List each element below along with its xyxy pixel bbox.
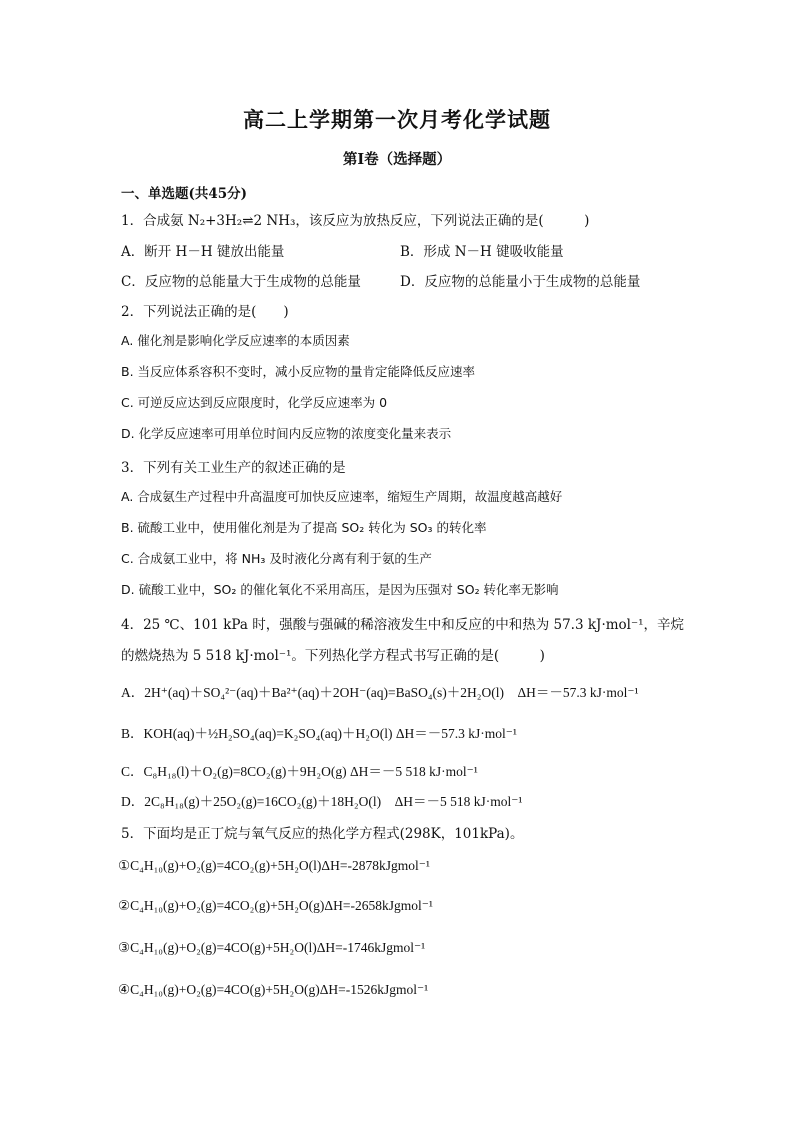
question-2-option-d: D. 化学反应速率可用单位时间内反应物的浓度变化量来表示 — [121, 426, 452, 441]
question-3-option-b: B. 硫酸工业中，使用催化剂是为了提高 SO₂ 转化为 SO₃ 的转化率 — [121, 520, 487, 535]
page-title: 高二上学期第一次月考化学试题 — [243, 107, 551, 132]
question-4-option-c: C．C₈H₁₈(l)＋O₂(g)=8CO₂(g)＋9H₂O(g) ΔH＝－5 518 kJ·mol⁻¹ — [121, 764, 478, 779]
question-4-option-a: A．2H⁺(aq)＋SO₄²⁻(aq)＋Ba²⁺(aq)＋2OH⁻(aq)=BaSO₄(s)＋2H₂O(l) ΔH＝－57.3 kJ·mol⁻¹ — [121, 685, 639, 700]
question-1-option-b: B．形成 N－H 键吸收能量 — [400, 244, 564, 260]
question-3-stem: 3．下列有关工业生产的叙述正确的是 — [121, 460, 346, 476]
question-2-option-a: A. 催化剂是影响化学反应速率的本质因素 — [121, 333, 350, 348]
question-5-stem: 5．下面均是正丁烷与氧气反应的热化学方程式(298K，101kPa)。 — [121, 826, 524, 842]
question-5-equation-4: ④C₄H₁₀(g)+O₂(g)=4CO(g)+5H₂O(g)ΔH=-1526kJgmol⁻¹ — [118, 982, 429, 997]
question-3-option-d: D. 硫酸工业中，SO₂ 的催化氧化不采用高压，是因为压强对 SO₂ 转化率无影响 — [121, 582, 559, 597]
question-1-option-d: D．反应物的总能量小于生成物的总能量 — [400, 274, 641, 290]
question-4-option-d: D．2C₈H₁₈(g)＋25O₂(g)=16CO₂(g)＋18H₂O(l) ΔH＝－5 518 kJ·mol⁻¹ — [121, 794, 523, 809]
question-2-stem: 2．下列说法正确的是( ) — [121, 304, 289, 320]
question-2-option-c: C. 可逆反应达到反应限度时，化学反应速率为 0 — [121, 395, 388, 410]
question-4-option-b: B．KOH(aq)＋½H₂SO₄(aq)=K₂SO₄(aq)＋H₂O(l) ΔH＝－57.3 kJ·mol⁻¹ — [121, 726, 517, 741]
page-subtitle: 第Ⅰ卷（选择题） — [342, 151, 452, 168]
question-5-equation-3: ③C₄H₁₀(g)+O₂(g)=4CO(g)+5H₂O(l)ΔH=-1746kJgmol⁻¹ — [118, 940, 426, 955]
question-3-option-c: C. 合成氨工业中，将 NH₃ 及时液化分离有利于氨的生产 — [121, 551, 432, 566]
question-5-equation-1: ①C₄H₁₀(g)+O₂(g)=4CO₂(g)+5H₂O(l)ΔH=-2878kJgmol⁻¹ — [118, 858, 430, 873]
section-heading: 一、单选题(共45分) — [121, 186, 248, 202]
question-3-option-a: A. 合成氨生产过程中升高温度可加快反应速率，缩短生产周期，故温度越高越好 — [121, 489, 563, 504]
question-5-equation-2: ②C₄H₁₀(g)+O₂(g)=4CO₂(g)+5H₂O(g)ΔH=-2658kJgmol⁻¹ — [118, 898, 433, 913]
question-2-option-b: B. 当反应体系容积不变时，减小反应物的量肯定能降低反应速率 — [121, 364, 476, 379]
question-4-stem: 4．25 ℃、101 kPa 时，强酸与强碱的稀溶液发生中和反应的中和热为 57.3 kJ·mol⁻¹，辛烷 — [121, 617, 685, 633]
question-1-option-c: C．反应物的总能量大于生成物的总能量 — [121, 274, 361, 290]
question-1-option-a: A．断开 H－H 键放出能量 — [121, 244, 285, 260]
question-4-stem-continued: 的燃烧热为 5 518 kJ·mol⁻¹。下列热化学方程式书写正确的是( ) — [121, 648, 545, 664]
question-1-stem: 1．合成氨 N₂+3H₂⇌2 NH₃，该反应为放热反应，下列说法正确的是( ) — [121, 213, 590, 229]
